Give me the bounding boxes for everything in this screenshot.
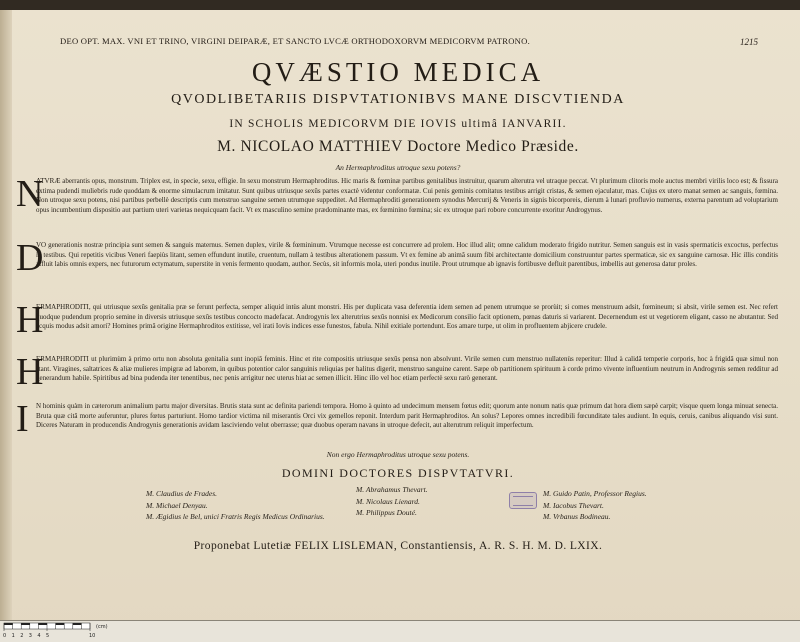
conclusion-line: Non ergo Hermaphroditus utroque sexu potens. bbox=[326, 450, 470, 459]
doctor-name: M. Guido Patin, Professor Regius. bbox=[543, 489, 647, 498]
doctor-name: M. Nicolaus Lienard. bbox=[356, 496, 420, 506]
document-subtitle: QVODLIBETARIIS DISPVTATIONIBVS MANE DISCVTIENDA bbox=[171, 92, 625, 107]
drop-cap: I bbox=[16, 398, 29, 440]
doctor-name: M. Vrbanus Bodineau. bbox=[543, 512, 611, 521]
doctor-name: M. Iacobus Thevart. bbox=[543, 500, 604, 510]
ruler-segment bbox=[73, 623, 82, 625]
paragraph-5 bbox=[16, 400, 780, 450]
doctors-column-1 bbox=[146, 488, 325, 523]
document-title: QVÆSTIO MEDICA bbox=[251, 57, 545, 87]
drop-cap: D bbox=[16, 237, 44, 279]
ruler-label: 4 bbox=[37, 633, 41, 639]
ruler-unit: (cm) bbox=[96, 624, 108, 630]
doctors-column-3 bbox=[543, 488, 647, 523]
ruler-label: 10 bbox=[89, 633, 96, 639]
ruler-label: 1 bbox=[11, 633, 15, 639]
paragraph-text: N hominis quàm in cæterorum animalium partu major diversitas. Brutis stata sunt ac definita pariendi tempora. Homo à quinto ad undecimum mensem fœtus edit; quorum ante nonum natis quæ primum dat hora diem sæpè carpit; visque quem longa minuat senecta. Bruta quæ citâ morte auferuntur, plures fœtus parturiunt. Homo tardior victima nil miserantis Orci vix gemellos reponit. Interdum parit Hermaphroditos. An solus? Lepores omnes incredibili fœcunditate tales audiunt. In equis, ceruis, canibus aliquando visi sunt. Diceres Naturam in producendis Androgynis generationis avidam lasciviendo velut oberrasse; quæ duobus operam navans in utroque defecit, aut alterutrum reliquit imperfectum. bbox=[36, 402, 778, 430]
doctors-column-2 bbox=[356, 484, 428, 519]
paragraph-4 bbox=[16, 353, 780, 403]
ruler-label: 2 bbox=[20, 633, 24, 639]
drop-cap: H bbox=[16, 351, 44, 393]
ruler-label: 3 bbox=[28, 633, 32, 639]
page-fold-shadow bbox=[0, 10, 12, 620]
ruler-scale bbox=[0, 621, 800, 642]
paragraph-text: VO generationis nostræ principia sunt semen & sanguis maternus. Semen duplex, virile & fœmininum. Vtrumque necesse est concurrere ad prolem. Hoc illud alit; omne calidum moderato frigido nutritur. Semen sanguis est in vasis spermaticis excoctus, perfectus in testibus. Qui repetitis vicibus Veneri faepiùs litant, semen effundunt inutile, cruentum, nullam à testibus alterationem passum. Vt ex femine ab animâ suum fibi architectante domicilium construuntur partes spermaticæ, sic ex sanguine carnosæ. Hic illis conditis affluit labis omnis expers, nec futurorum ectymatum, superstite in venis fermento quodam, author. Secùs, sit informis mola, uteri pondus inutile. Prout utrumque ab ignavis fortibusve defluit parentibus, imbellis aut generosa datur proles. bbox=[36, 241, 778, 269]
library-stamp bbox=[509, 492, 537, 509]
dedication-line: DEO OPT. MAX. VNI ET TRINO, VIRGINI DEIPARÆ, ET SANCTO LVCÆ ORTHODOXORVM MEDICORVM PATRONO. bbox=[60, 36, 530, 46]
doctor-name: M. Philippus Douté. bbox=[356, 508, 417, 517]
scale-ruler bbox=[0, 620, 800, 642]
ruler-segment bbox=[38, 623, 47, 625]
doctor-name: M. Ægidius le Bel, unici Fratris Regis Medicus Ordinarius. bbox=[146, 512, 325, 521]
doctor-name: M. Claudius de Frades. bbox=[146, 489, 218, 498]
drop-cap: N bbox=[16, 173, 44, 215]
schedule-line: IN SCHOLIS MEDICORVM DIE IOVIS ultimâ IANVARII. bbox=[229, 118, 567, 130]
paragraph-1 bbox=[16, 175, 780, 235]
doctors-heading: DOMINI DOCTORES DISPVTATVRI. bbox=[281, 466, 515, 480]
document-content bbox=[16, 12, 780, 612]
ruler-segment bbox=[56, 623, 65, 625]
scanner-top-edge bbox=[0, 0, 800, 10]
page-number: 1215 bbox=[740, 37, 758, 47]
paragraph-2 bbox=[16, 239, 780, 299]
question-line: An Hermaphroditus utroque sexu potens? bbox=[335, 163, 461, 172]
proponebat-line: Proponebat Lutetiæ FELIX LISLEMAN, Constantiensis, A. R. S. H. M. D. LXIX. bbox=[193, 540, 603, 552]
paragraph-text: ERMAPHRODITI ut plurimùm à primo ortu non absoluta genitalia sunt inopiâ feminis. Hinc et rite compositis utriusque sexûs pensa non absolvunt. Virile semen cum menstruo nullatenùs reperitur: Illud à calidâ temperie corporis, hoc à frigidâ quæ simul non stant. Viragines, saltatrices & aliæ mulieres impigræ ad laborem, in quibus potentior calor sanguinis reliquias per halitus digerit, menstruo sanguine carent. Sæpe ob partitionem spirituum à corde primo vivente influentium neutrum in Androgynis semen redditur ad generandum habile. Spiritibus ad bina pudenda iter tenentibus, nec penis arrigitur nec uterus hiat ac semen illicit. Hinc illo vel hoc etiam perfectè sexu rarò generant. bbox=[36, 355, 778, 383]
ruler-label: 5 bbox=[46, 633, 50, 639]
ruler-segment bbox=[21, 623, 30, 625]
president-line: M. NICOLAO MATTHIEV Doctore Medico Præside. bbox=[217, 138, 579, 155]
drop-cap: H bbox=[16, 299, 44, 341]
paragraph-3 bbox=[16, 301, 780, 351]
ruler-label: 0 bbox=[3, 633, 7, 639]
doctor-name: M. Michael Denyau. bbox=[146, 500, 208, 510]
paragraph-text: ATVRÆ aberrantis opus, monstrum. Triplex est, in specie, sexu, effigie. In sexu monstrum Hermaphroditus. Hic maris & fœminæ partibus genitalibus instruitur, quarum alterutra vel utraque peccat. Vt plurimum clitoris mole auctus membri virilis loco est; & fissura extima pudendi muliebris rude quoddam & enorme simulacrum imitatur. Sunt quibus utriusque sexûs partes exactè videntur conformatæ. Cui penis geminis comitatus testibus arrigit cristas, & semen ejaculatur, mas. Cujus ex utero manat semen ac sanguis, fœmina. Non utroque sexu potens, nisi partibus perbellè descriptis cum menstruo sanguine semen utrumque suppeditet. Ad Hermaphroditi generationem synodus Mercurij & Veneris in signis bicorporeis, dierum à lunari profluvio numerus, externa parentum ad voluptarium opus incumbentium dispositio aut partium uteri varietas nequicquam facit. Vt ex masculino semine prædominante mas, ex fœminino fœmina; sic ex utroque pari robore concurrente exoritur Androgynus. bbox=[36, 177, 778, 214]
ruler-segment bbox=[4, 623, 13, 625]
doctor-name: M. Abrahamus Thevart. bbox=[356, 485, 428, 494]
paragraph-text: ERMAPHRODITI, qui utriusque sexûs genitalia præ se ferunt perfecta, semper aliquid intùs alunt monstri. His per duplicata vasa deferentia idem semen ad penem utrumque se prorùit; si comes menstruum adsit, fœmineum; si absit, virile semen est. Nec refert quodque pudendum proprio semine in diversis utriusque sexûs testibus concocto madefacat. Androgynis lex alterutrius sexûs nonnisi ex Medicorum consilio facit optionem, pœnas daturis si variarent. Decernendum est ut vegetiorem eligant, casso ne abutantur. Sed ecquis modus adsit amori? Homines primâ origine Hermaphroditos extitisse, vel irati Iovis indices esse funestos, fabula. Nihil exitiale portendunt. Eos amare turpe, ut olim in profluentem abjicere crudele. bbox=[36, 303, 778, 331]
